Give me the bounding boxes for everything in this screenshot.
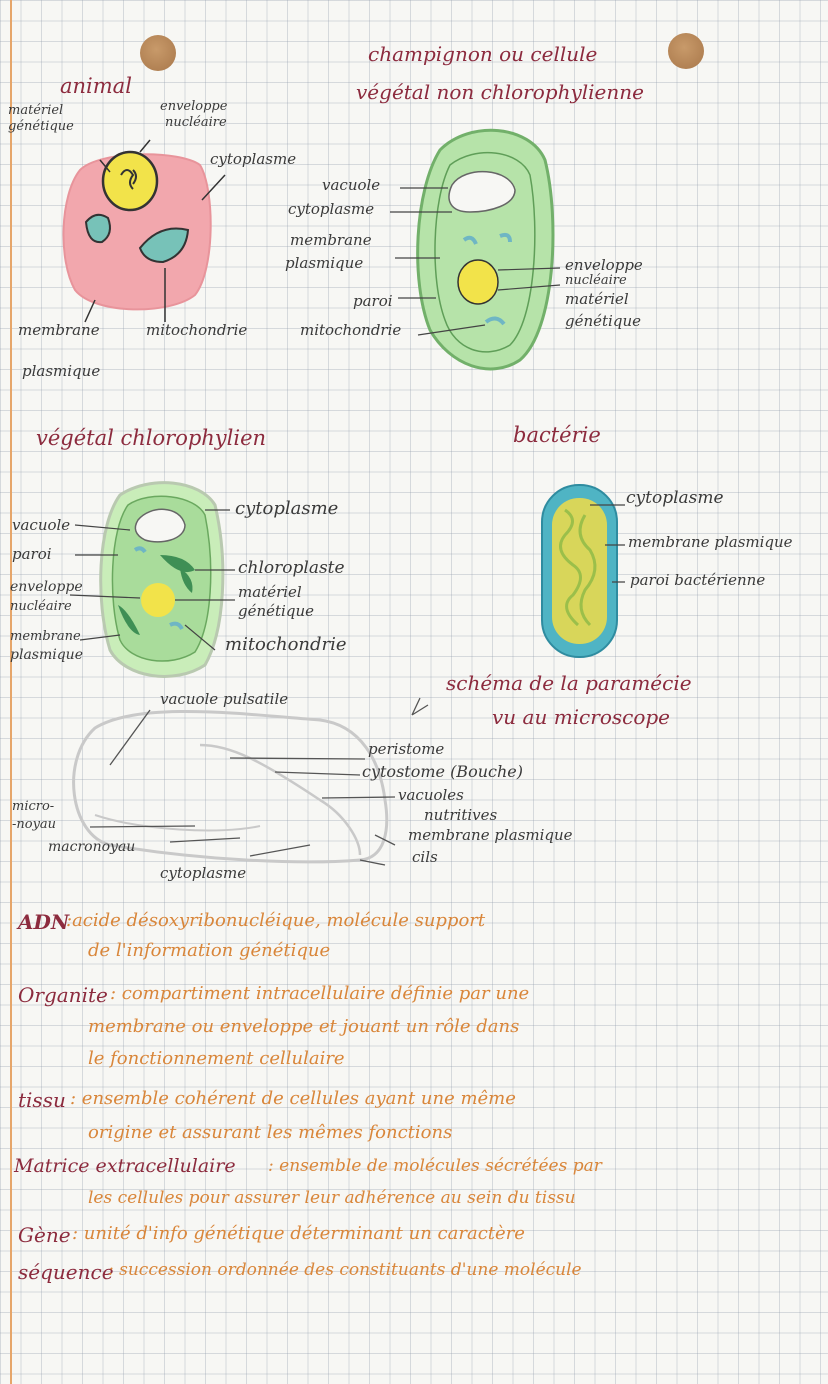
def-matrice-line2: les cellules pour assurer leur adhérence au sein du tissu bbox=[88, 1188, 576, 1208]
vegetal-label-vacuole: vacuole bbox=[12, 516, 71, 534]
def-adn-line2: de l'information génétique bbox=[88, 940, 331, 961]
def-adn-line1: :acide désoxyribonucléique, molécule support bbox=[66, 910, 486, 931]
paramecie-label-cytostome: cytostome (Bouche) bbox=[362, 762, 523, 781]
animal-label-cytoplasme: cytoplasme bbox=[210, 150, 297, 168]
paramecie-label-cytoplasme: cytoplasme bbox=[160, 864, 247, 882]
paramecie-label-macronoyau: macronoyau bbox=[48, 839, 136, 855]
title-bacterie: bactérie bbox=[513, 423, 601, 447]
vegetal-label-nucleaire: nucléaire bbox=[10, 599, 72, 614]
animal-label-enveloppe: enveloppe bbox=[160, 99, 228, 114]
vegetal-cell-drawing bbox=[70, 483, 235, 677]
champignon-cell-drawing bbox=[390, 130, 560, 369]
champignon-label-cytoplasme: cytoplasme bbox=[288, 200, 375, 218]
title-schema-line1: schéma de la paramécie bbox=[446, 671, 692, 695]
paramecie-label-noyau: -noyau bbox=[12, 817, 57, 832]
champignon-label-vacuole: vacuole bbox=[322, 176, 381, 194]
title-champignon-line1: champignon ou cellule bbox=[368, 42, 598, 66]
animal-label-materiel: matériel bbox=[8, 103, 64, 118]
bacteria-drawing bbox=[542, 485, 625, 657]
champignon-label-enveloppe: enveloppe bbox=[565, 256, 643, 274]
def-organite-line3: le fonctionnement cellulaire bbox=[88, 1048, 345, 1069]
paramecie-label-micro: micro- bbox=[12, 799, 55, 814]
vegetal-label-chloroplaste: chloroplaste bbox=[238, 558, 345, 578]
def-term-gene: Gène bbox=[18, 1223, 71, 1247]
title-vegetal: végétal chlorophylien bbox=[36, 426, 267, 450]
def-organite-line2: membrane ou enveloppe et jouant un rôle dans bbox=[88, 1016, 520, 1037]
title-schema-line2: vu au microscope bbox=[492, 705, 671, 729]
paramecie-label-nutritives: nutritives bbox=[424, 806, 498, 824]
champignon-label-materiel: matériel bbox=[565, 290, 629, 308]
def-matrice-line1: : ensemble de molécules sécrétées par bbox=[268, 1156, 602, 1176]
title-champignon-line2: végétal non chlorophylienne bbox=[356, 80, 644, 104]
paramecie-label-cils: cils bbox=[412, 848, 438, 866]
def-sequence-line1: : succession ordonnée des constituants d'une molécule bbox=[108, 1260, 582, 1280]
def-term-organite: Organite bbox=[18, 983, 108, 1007]
vegetal-label-mitochondrie: mitochondrie bbox=[225, 634, 347, 655]
vegetal-label-plasmique: plasmique bbox=[10, 647, 83, 663]
vegetal-label-genetique: génétique bbox=[238, 602, 314, 620]
def-term-matrice: Matrice extracellulaire bbox=[14, 1155, 236, 1177]
champignon-label-mitochondrie: mitochondrie bbox=[300, 321, 402, 339]
animal-label-mitochondrie: mitochondrie bbox=[146, 321, 248, 339]
def-term-tissu: tissu bbox=[18, 1088, 66, 1112]
champignon-label-nucleaire: nucléaire bbox=[565, 273, 627, 288]
champignon-label-paroi: paroi bbox=[353, 292, 393, 310]
vegetal-nucleus bbox=[141, 583, 175, 617]
paramecie-label-peristome: peristome bbox=[368, 740, 445, 758]
vegetal-label-membrane: membrane bbox=[10, 629, 81, 644]
champignon-nucleus bbox=[458, 260, 498, 304]
paramecie-label-vacuole-pulsatile: vacuole pulsatile bbox=[160, 690, 289, 708]
champignon-label-genetique: génétique bbox=[565, 312, 641, 330]
vegetal-label-enveloppe: enveloppe bbox=[10, 579, 83, 595]
def-tissu-line2: origine et assurant les mêmes fonctions bbox=[88, 1122, 453, 1143]
vegetal-label-cytoplasme: cytoplasme bbox=[235, 498, 339, 519]
animal-label-membrane: membrane bbox=[18, 321, 100, 339]
title-animal: animal bbox=[60, 74, 132, 98]
animal-label-plasmique: plasmique bbox=[22, 362, 101, 380]
vegetal-label-materiel: matériel bbox=[238, 583, 302, 601]
def-term-sequence: séquence bbox=[18, 1260, 114, 1284]
def-gene-line1: : unité d'info génétique déterminant un caractère bbox=[72, 1223, 525, 1244]
animal-label-nucleaire: nucléaire bbox=[165, 115, 227, 130]
bacteria-label-cytoplasme: cytoplasme bbox=[626, 488, 724, 508]
champignon-label-membrane: membrane bbox=[290, 231, 372, 249]
def-tissu-line1: : ensemble cohérent de cellules ayant une même bbox=[70, 1088, 516, 1109]
animal-cell-drawing bbox=[64, 140, 225, 322]
def-organite-line1: : compartiment intracellulaire définie par une bbox=[110, 983, 530, 1004]
animal-label-genetique: génétique bbox=[8, 119, 74, 134]
paramecie-label-membrane: membrane plasmique bbox=[408, 826, 573, 844]
vegetal-label-paroi: paroi bbox=[12, 545, 52, 563]
bacteria-label-paroi: paroi bactérienne bbox=[630, 571, 766, 589]
champignon-label-plasmique: plasmique bbox=[285, 254, 364, 272]
bacteria-label-membrane: membrane plasmique bbox=[628, 533, 793, 551]
paramecie-label-vacuoles: vacuoles bbox=[398, 786, 464, 804]
def-term-adn: ADN bbox=[18, 910, 70, 934]
